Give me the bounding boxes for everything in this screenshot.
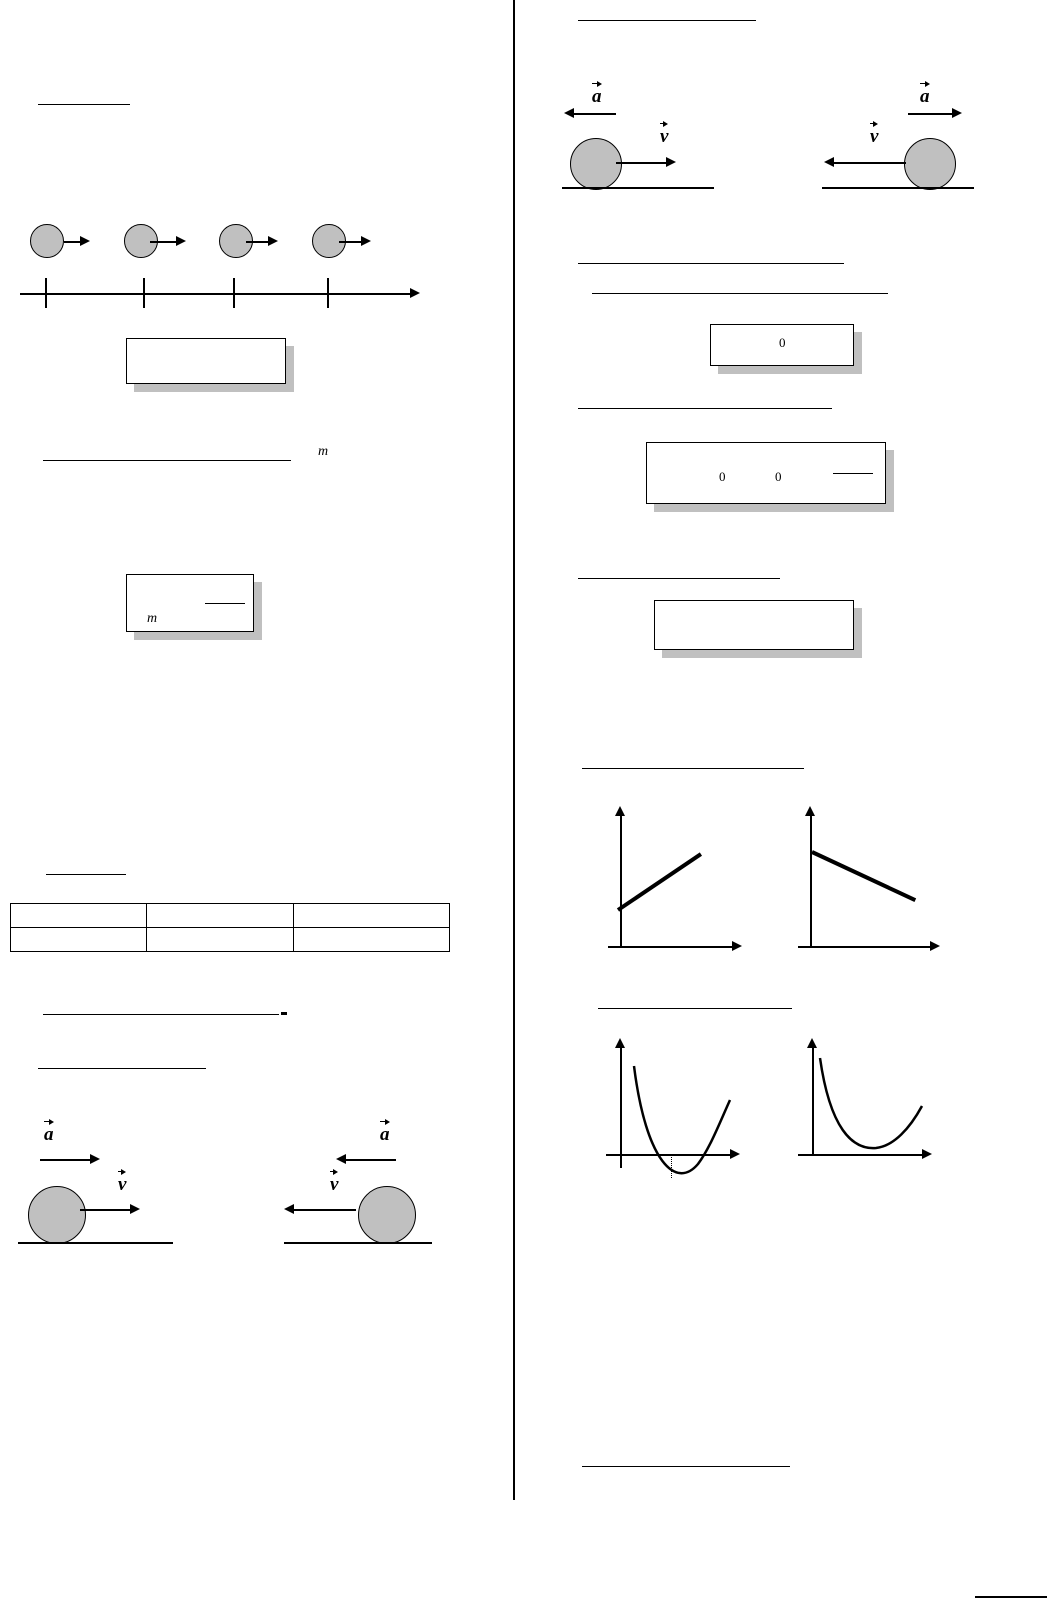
velocity-vector-label: v	[118, 1168, 126, 1194]
velocity-arrow-line	[294, 1209, 356, 1211]
mass-symbol: m	[318, 444, 329, 459]
graph-x-axis-arrowhead	[732, 941, 742, 951]
motion-diagram	[0, 200, 460, 315]
heading-rule-vectors	[38, 1068, 206, 1069]
ground-line	[284, 1242, 432, 1244]
heading-rule-equations-1	[578, 263, 844, 264]
answer-box-equation-3[interactable]	[654, 600, 854, 650]
heading-rule-formula	[43, 460, 291, 461]
motion-axis-tick	[45, 278, 47, 308]
ground-line	[562, 187, 714, 189]
answer-box-acceleration-formula[interactable]	[126, 574, 254, 632]
mass-symbol: m	[147, 611, 158, 626]
units-table	[10, 903, 450, 952]
graph-y-axis	[620, 816, 622, 948]
heading-rule-top	[38, 104, 130, 105]
acceleration-vector-label: a	[920, 80, 930, 106]
motion-axis-line	[20, 293, 414, 295]
figure-acceleration-opposite-direction	[262, 1120, 502, 1250]
answer-box-frame	[710, 324, 854, 366]
graph-x-axis-arrowhead	[930, 941, 940, 951]
answer-box-content	[127, 339, 285, 383]
heading-rule-definition	[43, 1014, 279, 1015]
velocity-arrowhead	[666, 157, 676, 167]
velocity-arrow-line	[834, 162, 906, 164]
motion-ball-arrow-line	[246, 241, 270, 243]
motion-axis-tick	[327, 278, 329, 308]
acceleration-vector-label: a	[380, 1118, 390, 1144]
table-cell	[146, 904, 294, 928]
velocity-arrow-line	[80, 1209, 132, 1211]
velocity-vector-label: v	[330, 1168, 338, 1194]
graph-line-series	[617, 852, 702, 911]
answer-box-content	[127, 575, 253, 631]
motion-ball-arrowhead	[268, 236, 278, 246]
graph-line-series	[811, 850, 916, 902]
acceleration-arrow-line	[344, 1159, 396, 1161]
motion-ball-arrow-line	[150, 241, 178, 243]
table-cell	[294, 928, 450, 952]
figure-deceleration-right-ball	[816, 80, 1046, 200]
motion-ball	[30, 224, 64, 258]
heading-rule-graphs-1	[582, 768, 804, 769]
motion-ball-arrowhead	[176, 236, 186, 246]
zero-subscript: 0	[775, 469, 782, 484]
heading-rule-equations-2	[592, 293, 888, 294]
graph-velocity-decreasing	[790, 808, 950, 958]
figure-ball	[904, 138, 956, 190]
answer-box-equation-1[interactable]	[710, 324, 854, 366]
graph-y-axis-arrowhead	[615, 806, 625, 816]
table-cell	[146, 928, 294, 952]
acceleration-arrow-line	[572, 113, 616, 115]
graph-position-parabola-crossing	[598, 1042, 758, 1182]
ground-line	[18, 1242, 173, 1244]
acceleration-vector-label: a	[592, 80, 602, 106]
figure-ball	[28, 1186, 86, 1244]
heading-rule-table	[46, 874, 126, 875]
graph-y-axis-arrowhead	[805, 806, 815, 816]
table-cell	[11, 928, 147, 952]
acceleration-arrowhead	[564, 108, 574, 118]
answer-box-content	[711, 325, 853, 365]
ground-line	[822, 187, 974, 189]
answer-box-content	[647, 443, 885, 503]
fraction-bar	[833, 473, 873, 474]
answer-box-equation-2[interactable]	[646, 442, 886, 504]
motion-ball-arrowhead	[80, 236, 90, 246]
velocity-arrowhead	[824, 157, 834, 167]
graph-curve-series	[790, 1042, 950, 1182]
acceleration-arrowhead	[336, 1154, 346, 1164]
figure-acceleration-same-direction	[0, 1120, 240, 1250]
velocity-vector-label: v	[870, 120, 878, 146]
figure-deceleration-left-ball	[556, 80, 786, 200]
graph-dotted-guide	[671, 1154, 672, 1178]
heading-rule-definition-dash	[281, 1012, 287, 1015]
acceleration-arrowhead	[952, 108, 962, 118]
acceleration-arrow-line	[40, 1159, 92, 1161]
heading-rule-footer	[582, 1466, 790, 1467]
zero-subscript: 0	[719, 469, 726, 484]
motion-axis-tick	[233, 278, 235, 308]
zero-subscript: 0	[779, 335, 786, 350]
heading-rule-graphs-2	[598, 1008, 792, 1009]
answer-box-velocity[interactable]	[126, 338, 286, 384]
graph-x-axis	[608, 946, 736, 948]
acceleration-arrow-line	[908, 113, 954, 115]
answer-box-frame	[126, 574, 254, 632]
answer-box-frame	[126, 338, 286, 384]
figure-ball	[570, 138, 622, 190]
column-divider	[513, 0, 515, 1500]
answer-box-frame	[646, 442, 886, 504]
footer-mark	[975, 1596, 1047, 1598]
table-row	[11, 928, 450, 952]
graph-y-axis	[810, 816, 812, 948]
velocity-arrowhead	[130, 1204, 140, 1214]
graph-x-axis	[798, 946, 934, 948]
acceleration-vector-label: a	[44, 1118, 54, 1144]
graph-velocity-increasing	[600, 808, 760, 958]
motion-ball-arrowhead	[361, 236, 371, 246]
velocity-arrowhead	[284, 1204, 294, 1214]
heading-rule-equations-3	[578, 408, 832, 409]
heading-rule-equations-4	[578, 578, 780, 579]
table-cell	[11, 904, 147, 928]
motion-axis-tick	[143, 278, 145, 308]
answer-box-frame	[654, 600, 854, 650]
table-cell	[294, 904, 450, 928]
velocity-arrow-line	[616, 162, 668, 164]
table-row	[11, 904, 450, 928]
graph-position-parabola-above	[790, 1042, 950, 1182]
acceleration-arrowhead	[90, 1154, 100, 1164]
fraction-bar	[205, 603, 245, 604]
figure-ball	[358, 1186, 416, 1244]
motion-ball-arrow-line	[339, 241, 363, 243]
answer-box-content	[655, 601, 853, 649]
motion-axis-arrowhead	[410, 288, 420, 298]
heading-rule-deceleration	[578, 20, 756, 21]
graph-curve-series	[598, 1042, 758, 1182]
velocity-vector-label: v	[660, 120, 668, 146]
